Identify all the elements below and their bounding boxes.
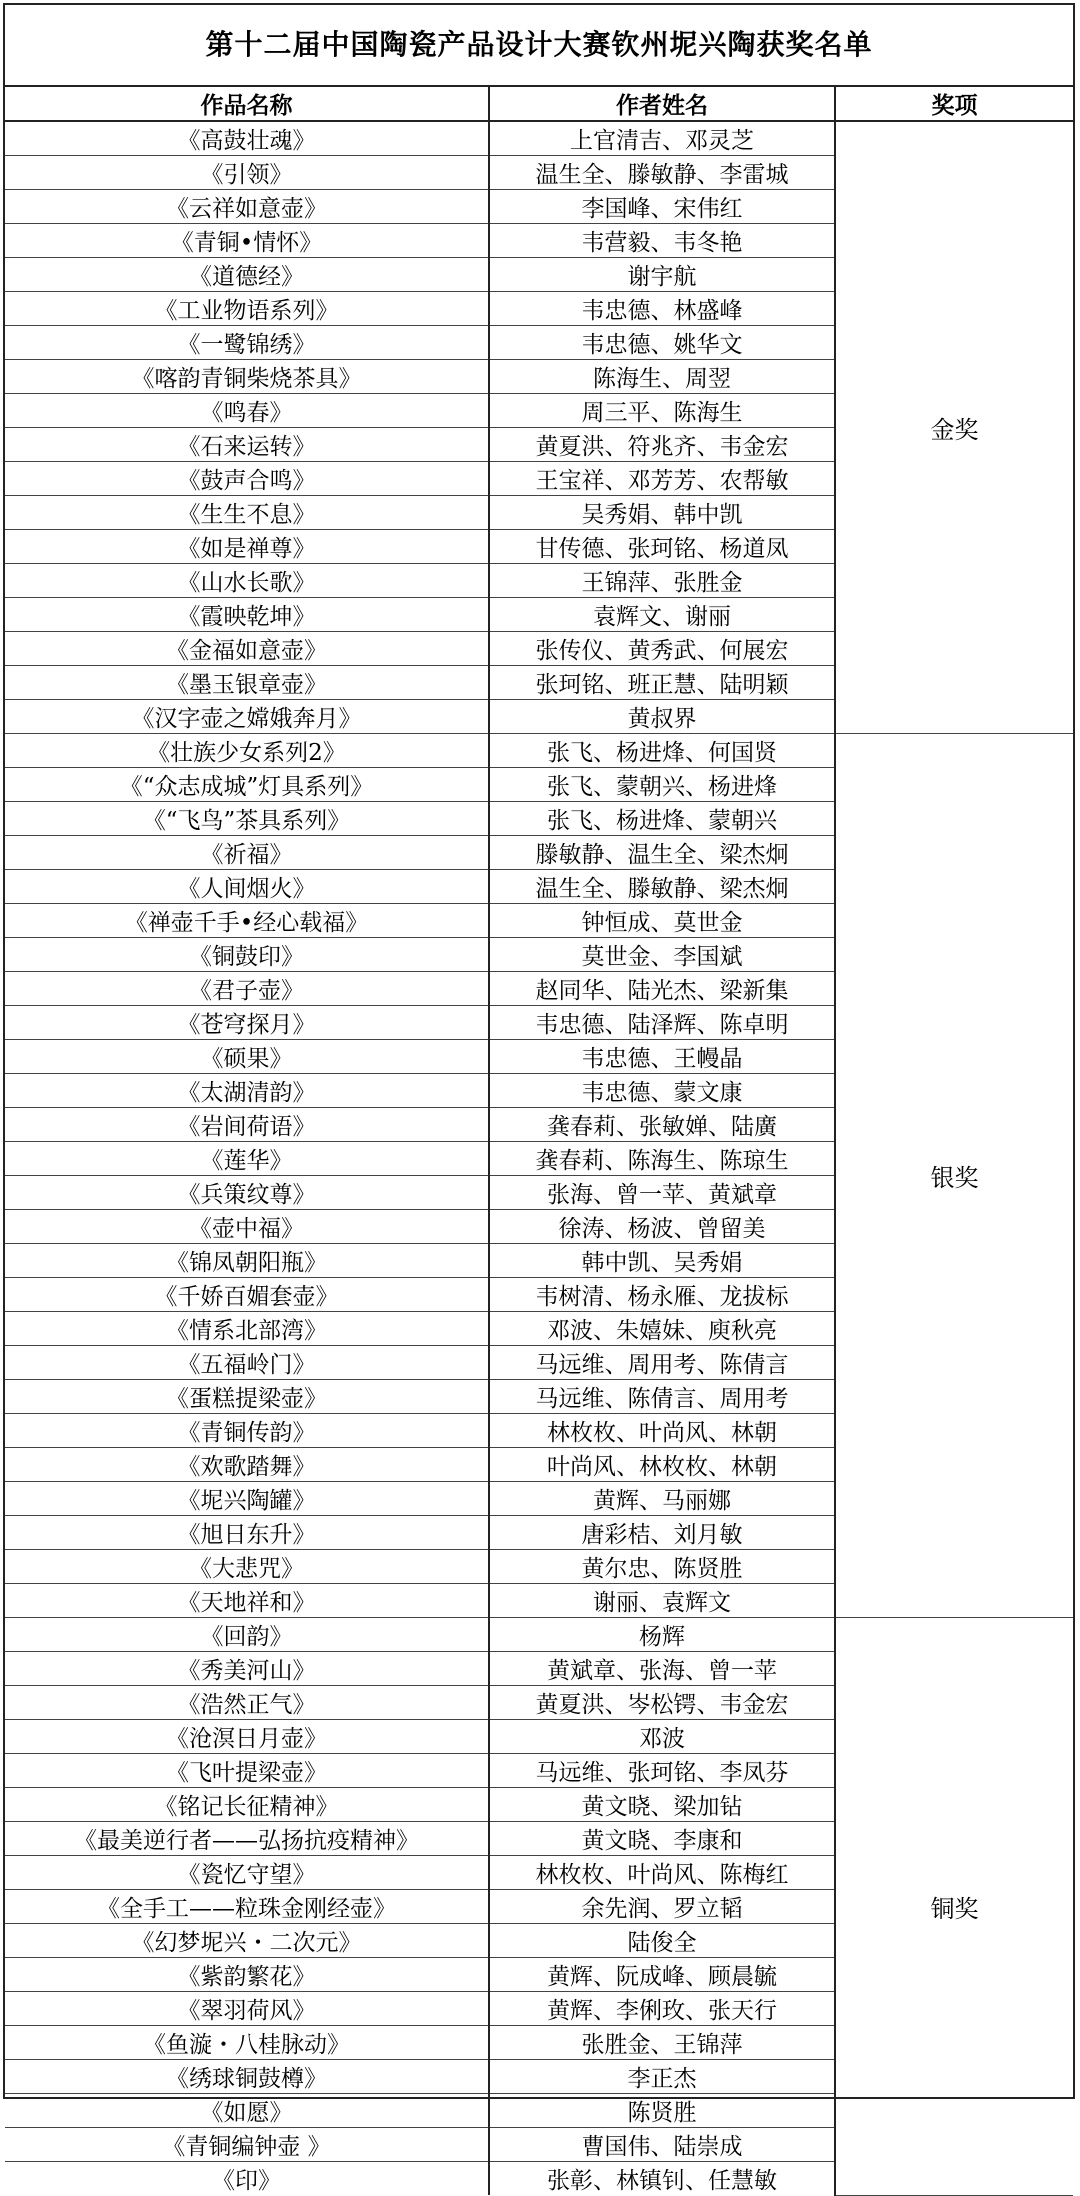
work-name-cell: 《千娇百媚套壶》 — [5, 1278, 489, 1312]
work-name-cell: 《青铜传韵》 — [5, 1414, 489, 1448]
author-name-cell: 韦营毅、韦冬艳 — [489, 224, 835, 258]
work-name-cell: 《如愿》 — [5, 2094, 489, 2128]
work-name-cell: 《引领》 — [5, 156, 489, 190]
work-name-cell: 《岩间荷语》 — [5, 1108, 489, 1142]
author-name-cell: 韩中凯、吴秀娟 — [489, 1244, 835, 1278]
author-name-cell: 杨辉 — [489, 1618, 835, 1652]
award-cell: 银奖 — [835, 734, 1073, 1618]
work-name-cell: 《喀韵青铜柴烧茶具》 — [5, 360, 489, 394]
author-name-cell: 马远维、周用考、陈倩言 — [489, 1346, 835, 1380]
work-name-cell: 《祈福》 — [5, 836, 489, 870]
author-name-cell: 黄夏洪、符兆齐、韦金宏 — [489, 428, 835, 462]
work-name-cell: 《兵策纹尊》 — [5, 1176, 489, 1210]
work-name-cell: 《人间烟火》 — [5, 870, 489, 904]
author-name-cell: 黄文晓、李康和 — [489, 1822, 835, 1856]
work-name-cell: 《壮族少女系列2》 — [5, 734, 489, 768]
author-name-cell: 陈贤胜 — [489, 2094, 835, 2128]
work-name-cell: 《生生不息》 — [5, 496, 489, 530]
author-name-cell: 张海、曾一苹、黄斌章 — [489, 1176, 835, 1210]
work-name-cell: 《道德经》 — [5, 258, 489, 292]
author-name-cell: 陈海生、周翌 — [489, 360, 835, 394]
author-name-cell: 韦忠德、林盛峰 — [489, 292, 835, 326]
author-name-cell: 张飞、杨进烽、何国贤 — [489, 734, 835, 768]
author-name-cell: 李正杰 — [489, 2060, 835, 2094]
author-name-cell: 林枚枚、叶尚风、林朝 — [489, 1414, 835, 1448]
award-table-body — [5, 121, 1073, 2195]
author-name-cell: 黄尔忠、陈贤胜 — [489, 1550, 835, 1584]
author-name-cell: 黄夏洪、岑松锷、韦金宏 — [489, 1686, 835, 1720]
work-name-cell: 《青铜编钟壶 》 — [5, 2128, 489, 2162]
author-name-cell: 张飞、蒙朝兴、杨进烽 — [489, 768, 835, 802]
header-work-name: 作品名称 — [5, 87, 489, 121]
author-name-cell: 韦忠德、姚华文 — [489, 326, 835, 360]
work-name-cell: 《沧溟日月壶》 — [5, 1720, 489, 1754]
work-name-cell: 《鱼漩・八桂脉动》 — [5, 2026, 489, 2060]
work-name-cell: 《君子壶》 — [5, 972, 489, 1006]
work-name-cell: 《旭日东升》 — [5, 1516, 489, 1550]
author-name-cell: 李国峰、宋伟红 — [489, 190, 835, 224]
work-name-cell: 《印》 — [5, 2162, 489, 2196]
work-name-cell: 《如是禅尊》 — [5, 530, 489, 564]
work-name-cell: 《云祥如意壶》 — [5, 190, 489, 224]
work-name-cell: 《石来运转》 — [5, 428, 489, 462]
author-name-cell: 滕敏静、温生全、梁杰炯 — [489, 836, 835, 870]
author-name-cell: 龚春莉、张敏婵、陆廣 — [489, 1108, 835, 1142]
work-name-cell: 《全手工——粒珠金刚经壶》 — [5, 1890, 489, 1924]
author-name-cell: 张传仪、黄秀武、何展宏 — [489, 632, 835, 666]
work-name-cell: 《蛋糕提梁壶》 — [5, 1380, 489, 1414]
author-name-cell: 韦忠德、王幔晶 — [489, 1040, 835, 1074]
author-name-cell: 马远维、张珂铭、李凤芬 — [489, 1754, 835, 1788]
author-name-cell: 唐彩桔、刘月敏 — [489, 1516, 835, 1550]
work-name-cell: 《一鹭锦绣》 — [5, 326, 489, 360]
header-row — [5, 87, 1073, 121]
award-list-document — [3, 3, 1075, 2194]
work-name-cell: 《山水长歌》 — [5, 564, 489, 598]
work-name-cell: 《坭兴陶罐》 — [5, 1482, 489, 1516]
author-name-cell: 张飞、杨进烽、蒙朝兴 — [489, 802, 835, 836]
author-name-cell: 韦忠德、蒙文康 — [489, 1074, 835, 1108]
author-name-cell: 曹国伟、陆崇成 — [489, 2128, 835, 2162]
table-row — [5, 1618, 1073, 1652]
table-row — [5, 121, 1073, 156]
author-name-cell: 王宝祥、邓芳芳、农帮敏 — [489, 462, 835, 496]
author-name-cell: 马远维、陈倩言、周用考 — [489, 1380, 835, 1414]
work-name-cell: 《“众志成城”灯具系列》 — [5, 768, 489, 802]
author-name-cell: 温生全、滕敏静、李雷城 — [489, 156, 835, 190]
author-name-cell: 徐涛、杨波、曾留美 — [489, 1210, 835, 1244]
work-name-cell: 《禅壶千手•经心载福》 — [5, 904, 489, 938]
author-name-cell: 黄文晓、梁加钻 — [489, 1788, 835, 1822]
author-name-cell: 黄辉、马丽娜 — [489, 1482, 835, 1516]
work-name-cell: 《壶中福》 — [5, 1210, 489, 1244]
work-name-cell: 《莲华》 — [5, 1142, 489, 1176]
work-name-cell: 《最美逆行者——弘扬抗疫精神》 — [5, 1822, 489, 1856]
work-name-cell: 《情系北部湾》 — [5, 1312, 489, 1346]
author-name-cell: 谢宇航 — [489, 258, 835, 292]
author-name-cell: 甘传德、张珂铭、杨道凤 — [489, 530, 835, 564]
work-name-cell: 《绣球铜鼓樽》 — [5, 2060, 489, 2094]
work-name-cell: 《紫韵繁花》 — [5, 1958, 489, 1992]
work-name-cell: 《翠羽荷风》 — [5, 1992, 489, 2026]
work-name-cell: 《瓷忆守望》 — [5, 1856, 489, 1890]
work-name-cell: 《秀美河山》 — [5, 1652, 489, 1686]
work-name-cell: 《铜鼓印》 — [5, 938, 489, 972]
header-award: 奖项 — [835, 87, 1073, 121]
work-name-cell: 《苍穹探月》 — [5, 1006, 489, 1040]
work-name-cell: 《鸣春》 — [5, 394, 489, 428]
work-name-cell: 《工业物语系列》 — [5, 292, 489, 326]
author-name-cell: 陆俊全 — [489, 1924, 835, 1958]
work-name-cell: 《霞映乾坤》 — [5, 598, 489, 632]
work-name-cell: 《五福岭门》 — [5, 1346, 489, 1380]
work-name-cell: 《幻梦坭兴・二次元》 — [5, 1924, 489, 1958]
author-name-cell: 吴秀娟、韩中凯 — [489, 496, 835, 530]
author-name-cell: 黄叔界 — [489, 700, 835, 734]
author-name-cell: 张胜金、王锦萍 — [489, 2026, 835, 2060]
author-name-cell: 王锦萍、张胜金 — [489, 564, 835, 598]
work-name-cell: 《鼓声合鸣》 — [5, 462, 489, 496]
work-name-cell: 《回韵》 — [5, 1618, 489, 1652]
work-name-cell: 《高鼓壮魂》 — [5, 121, 489, 156]
table-row — [5, 734, 1073, 768]
author-name-cell: 黄辉、阮成峰、顾晨毓 — [489, 1958, 835, 1992]
work-name-cell: 《天地祥和》 — [5, 1584, 489, 1618]
author-name-cell: 温生全、滕敏静、梁杰炯 — [489, 870, 835, 904]
work-name-cell: 《欢歌踏舞》 — [5, 1448, 489, 1482]
author-name-cell: 张彰、林镇钊、任慧敏 — [489, 2162, 835, 2196]
award-cell: 铜奖 — [835, 1618, 1073, 2196]
author-name-cell: 袁辉文、谢丽 — [489, 598, 835, 632]
author-name-cell: 黄辉、李俐玫、张天行 — [489, 1992, 835, 2026]
author-name-cell: 邓波、朱嬉妹、庾秋亮 — [489, 1312, 835, 1346]
author-name-cell: 龚春莉、陈海生、陈琼生 — [489, 1142, 835, 1176]
document-title: 第十二届中国陶瓷产品设计大赛钦州坭兴陶获奖名单 — [5, 5, 1073, 87]
author-name-cell: 黄斌章、张海、曾一苹 — [489, 1652, 835, 1686]
author-name-cell: 钟恒成、莫世金 — [489, 904, 835, 938]
author-name-cell: 周三平、陈海生 — [489, 394, 835, 428]
author-name-cell: 韦忠德、陆泽辉、陈卓明 — [489, 1006, 835, 1040]
work-name-cell: 《金福如意壶》 — [5, 632, 489, 666]
work-name-cell: 《太湖清韵》 — [5, 1074, 489, 1108]
author-name-cell: 张珂铭、班正慧、陆明颖 — [489, 666, 835, 700]
author-name-cell: 邓波 — [489, 1720, 835, 1754]
author-name-cell: 上官清吉、邓灵芝 — [489, 121, 835, 156]
award-table — [5, 87, 1073, 2196]
work-name-cell: 《汉字壶之嫦娥奔月》 — [5, 700, 489, 734]
work-name-cell: 《青铜•情怀》 — [5, 224, 489, 258]
author-name-cell: 韦树清、杨永雁、龙拔标 — [489, 1278, 835, 1312]
header-author-name: 作者姓名 — [489, 87, 835, 121]
work-name-cell: 《“飞鸟”茶具系列》 — [5, 802, 489, 836]
author-name-cell: 莫世金、李国斌 — [489, 938, 835, 972]
work-name-cell: 《铭记长征精神》 — [5, 1788, 489, 1822]
author-name-cell: 赵同华、陆光杰、梁新集 — [489, 972, 835, 1006]
work-name-cell: 《硕果》 — [5, 1040, 489, 1074]
work-name-cell: 《飞叶提梁壶》 — [5, 1754, 489, 1788]
author-name-cell: 林枚枚、叶尚风、陈梅红 — [489, 1856, 835, 1890]
work-name-cell: 《大悲咒》 — [5, 1550, 489, 1584]
author-name-cell: 余先润、罗立韬 — [489, 1890, 835, 1924]
work-name-cell: 《锦凤朝阳瓶》 — [5, 1244, 489, 1278]
award-cell: 金奖 — [835, 121, 1073, 734]
author-name-cell: 叶尚风、林枚枚、林朝 — [489, 1448, 835, 1482]
work-name-cell: 《浩然正气》 — [5, 1686, 489, 1720]
author-name-cell: 谢丽、袁辉文 — [489, 1584, 835, 1618]
work-name-cell: 《墨玉银章壶》 — [5, 666, 489, 700]
